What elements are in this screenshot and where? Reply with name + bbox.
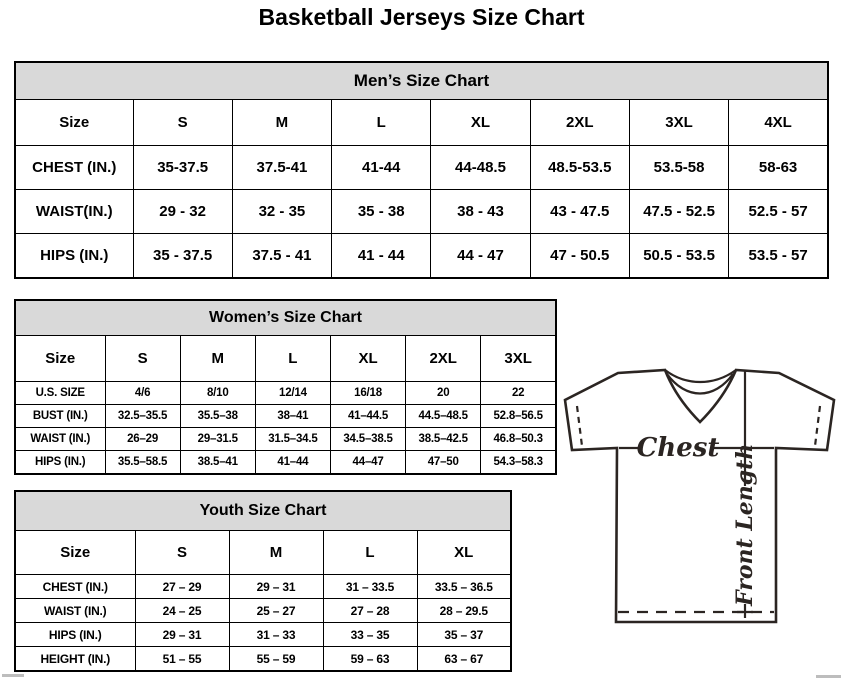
row-label: HIPS (IN.) xyxy=(15,451,105,475)
row-label: WAIST (IN.) xyxy=(15,599,135,623)
table-cell: 33.5 – 36.5 xyxy=(417,575,511,599)
table-cell: 44.5–48.5 xyxy=(406,405,481,428)
table-row xyxy=(15,405,556,428)
mens-size-chart-table xyxy=(14,61,829,279)
table-cell: 8/10 xyxy=(180,382,255,405)
table-row xyxy=(15,647,511,672)
table-cell: 35-37.5 xyxy=(133,146,232,190)
table-cell: 38 - 43 xyxy=(431,190,530,234)
table-title: Women’s Size Chart xyxy=(15,300,556,336)
table-cell: 34.5–38.5 xyxy=(330,428,405,451)
table-row xyxy=(15,451,556,475)
table-cell: 25 – 27 xyxy=(229,599,323,623)
table-row xyxy=(15,531,511,575)
column-header: L xyxy=(323,531,417,575)
column-header: 2XL xyxy=(530,100,629,146)
table-cell: 28 – 29.5 xyxy=(417,599,511,623)
table-row xyxy=(15,62,828,100)
column-header: 4XL xyxy=(729,100,828,146)
table-cell: 47 - 50.5 xyxy=(530,234,629,279)
page-title: Basketball Jerseys Size Chart xyxy=(258,4,585,30)
table-cell: 53.5 - 57 xyxy=(729,234,828,279)
table-cell: 35 - 38 xyxy=(332,190,431,234)
column-header: 2XL xyxy=(406,336,481,382)
table-cell: 24 – 25 xyxy=(135,599,229,623)
table-cell: 32 - 35 xyxy=(232,190,331,234)
table-cell: 16/18 xyxy=(330,382,405,405)
table-cell: 29 – 31 xyxy=(135,623,229,647)
column-header: S xyxy=(135,531,229,575)
column-header: M xyxy=(232,100,331,146)
table-cell: 44–47 xyxy=(330,451,405,475)
column-header: 3XL xyxy=(481,336,556,382)
table-cell: 32.5–35.5 xyxy=(105,405,180,428)
table-cell: 53.5-58 xyxy=(629,146,728,190)
table-cell: 33 – 35 xyxy=(323,623,417,647)
table-cell: 44-48.5 xyxy=(431,146,530,190)
column-header: L xyxy=(332,100,431,146)
table-row xyxy=(15,382,556,405)
column-header: Size xyxy=(15,336,105,382)
table-cell: 47.5 - 52.5 xyxy=(629,190,728,234)
row-label: HIPS (IN.) xyxy=(15,234,133,279)
table-cell: 41–44 xyxy=(255,451,330,475)
horizontal-scrollbar-fragment-right[interactable] xyxy=(816,675,841,678)
table-row xyxy=(15,100,828,146)
table-cell: 37.5-41 xyxy=(232,146,331,190)
table-cell: 51 – 55 xyxy=(135,647,229,672)
jersey-outline-shape xyxy=(565,370,834,622)
table-cell: 38.5–41 xyxy=(180,451,255,475)
table-row xyxy=(15,234,828,279)
column-header: Size xyxy=(15,100,133,146)
table-cell: 41-44 xyxy=(332,146,431,190)
table-cell: 22 xyxy=(481,382,556,405)
column-header: L xyxy=(255,336,330,382)
table-cell: 27 – 28 xyxy=(323,599,417,623)
column-header: Size xyxy=(15,531,135,575)
table-cell: 31.5–34.5 xyxy=(255,428,330,451)
row-label: BUST (IN.) xyxy=(15,405,105,428)
column-header: M xyxy=(229,531,323,575)
table-cell: 35 - 37.5 xyxy=(133,234,232,279)
table-cell: 37.5 - 41 xyxy=(232,234,331,279)
table-cell: 44 - 47 xyxy=(431,234,530,279)
row-label: HEIGHT (IN.) xyxy=(15,647,135,672)
table-row xyxy=(15,146,828,190)
table-cell: 46.8–50.3 xyxy=(481,428,556,451)
table-cell: 27 – 29 xyxy=(135,575,229,599)
table-row xyxy=(15,428,556,451)
table-title: Youth Size Chart xyxy=(15,491,511,531)
table-cell: 31 – 33 xyxy=(229,623,323,647)
youth-size-chart-table xyxy=(14,490,512,672)
column-header: XL xyxy=(417,531,511,575)
table-cell: 50.5 - 53.5 xyxy=(629,234,728,279)
table-cell: 35.5–38 xyxy=(180,405,255,428)
table-cell: 12/14 xyxy=(255,382,330,405)
table-cell: 63 – 67 xyxy=(417,647,511,672)
table-cell: 29–31.5 xyxy=(180,428,255,451)
table-row xyxy=(15,575,511,599)
table-row xyxy=(15,623,511,647)
table-cell: 26–29 xyxy=(105,428,180,451)
row-label: HIPS (IN.) xyxy=(15,623,135,647)
column-header: XL xyxy=(431,100,530,146)
front-length-label: Front Length xyxy=(732,443,758,606)
column-header: M xyxy=(180,336,255,382)
table-row xyxy=(15,190,828,234)
chest-label: Chest xyxy=(636,433,720,463)
table-cell: 47–50 xyxy=(406,451,481,475)
row-label: WAIST(IN.) xyxy=(15,190,133,234)
row-label: U.S. SIZE xyxy=(15,382,105,405)
table-cell: 38.5–42.5 xyxy=(406,428,481,451)
table-cell: 35 – 37 xyxy=(417,623,511,647)
table-cell: 29 - 32 xyxy=(133,190,232,234)
table-cell: 52.8–56.5 xyxy=(481,405,556,428)
table-cell: 31 – 33.5 xyxy=(323,575,417,599)
table-cell: 55 – 59 xyxy=(229,647,323,672)
table-row xyxy=(15,491,511,531)
womens-size-chart-table xyxy=(14,299,557,475)
jersey-diagram xyxy=(556,360,841,665)
table-row xyxy=(15,336,556,382)
table-cell: 29 – 31 xyxy=(229,575,323,599)
table-cell: 41 - 44 xyxy=(332,234,431,279)
table-row xyxy=(15,599,511,623)
row-label: WAIST (IN.) xyxy=(15,428,105,451)
table-title: Men’s Size Chart xyxy=(15,62,828,100)
table-cell: 48.5-53.5 xyxy=(530,146,629,190)
table-cell: 59 – 63 xyxy=(323,647,417,672)
table-cell: 38–41 xyxy=(255,405,330,428)
table-row xyxy=(15,300,556,336)
horizontal-scrollbar-fragment-left[interactable] xyxy=(2,674,24,677)
column-header: S xyxy=(133,100,232,146)
column-header: 3XL xyxy=(629,100,728,146)
column-header: S xyxy=(105,336,180,382)
table-cell: 58-63 xyxy=(729,146,828,190)
column-header: XL xyxy=(330,336,405,382)
table-cell: 20 xyxy=(406,382,481,405)
table-cell: 41–44.5 xyxy=(330,405,405,428)
row-label: CHEST (IN.) xyxy=(15,146,133,190)
row-label: CHEST (IN.) xyxy=(15,575,135,599)
table-cell: 35.5–58.5 xyxy=(105,451,180,475)
table-cell: 4/6 xyxy=(105,382,180,405)
table-cell: 52.5 - 57 xyxy=(729,190,828,234)
table-cell: 54.3–58.3 xyxy=(481,451,556,475)
table-cell: 43 - 47.5 xyxy=(530,190,629,234)
